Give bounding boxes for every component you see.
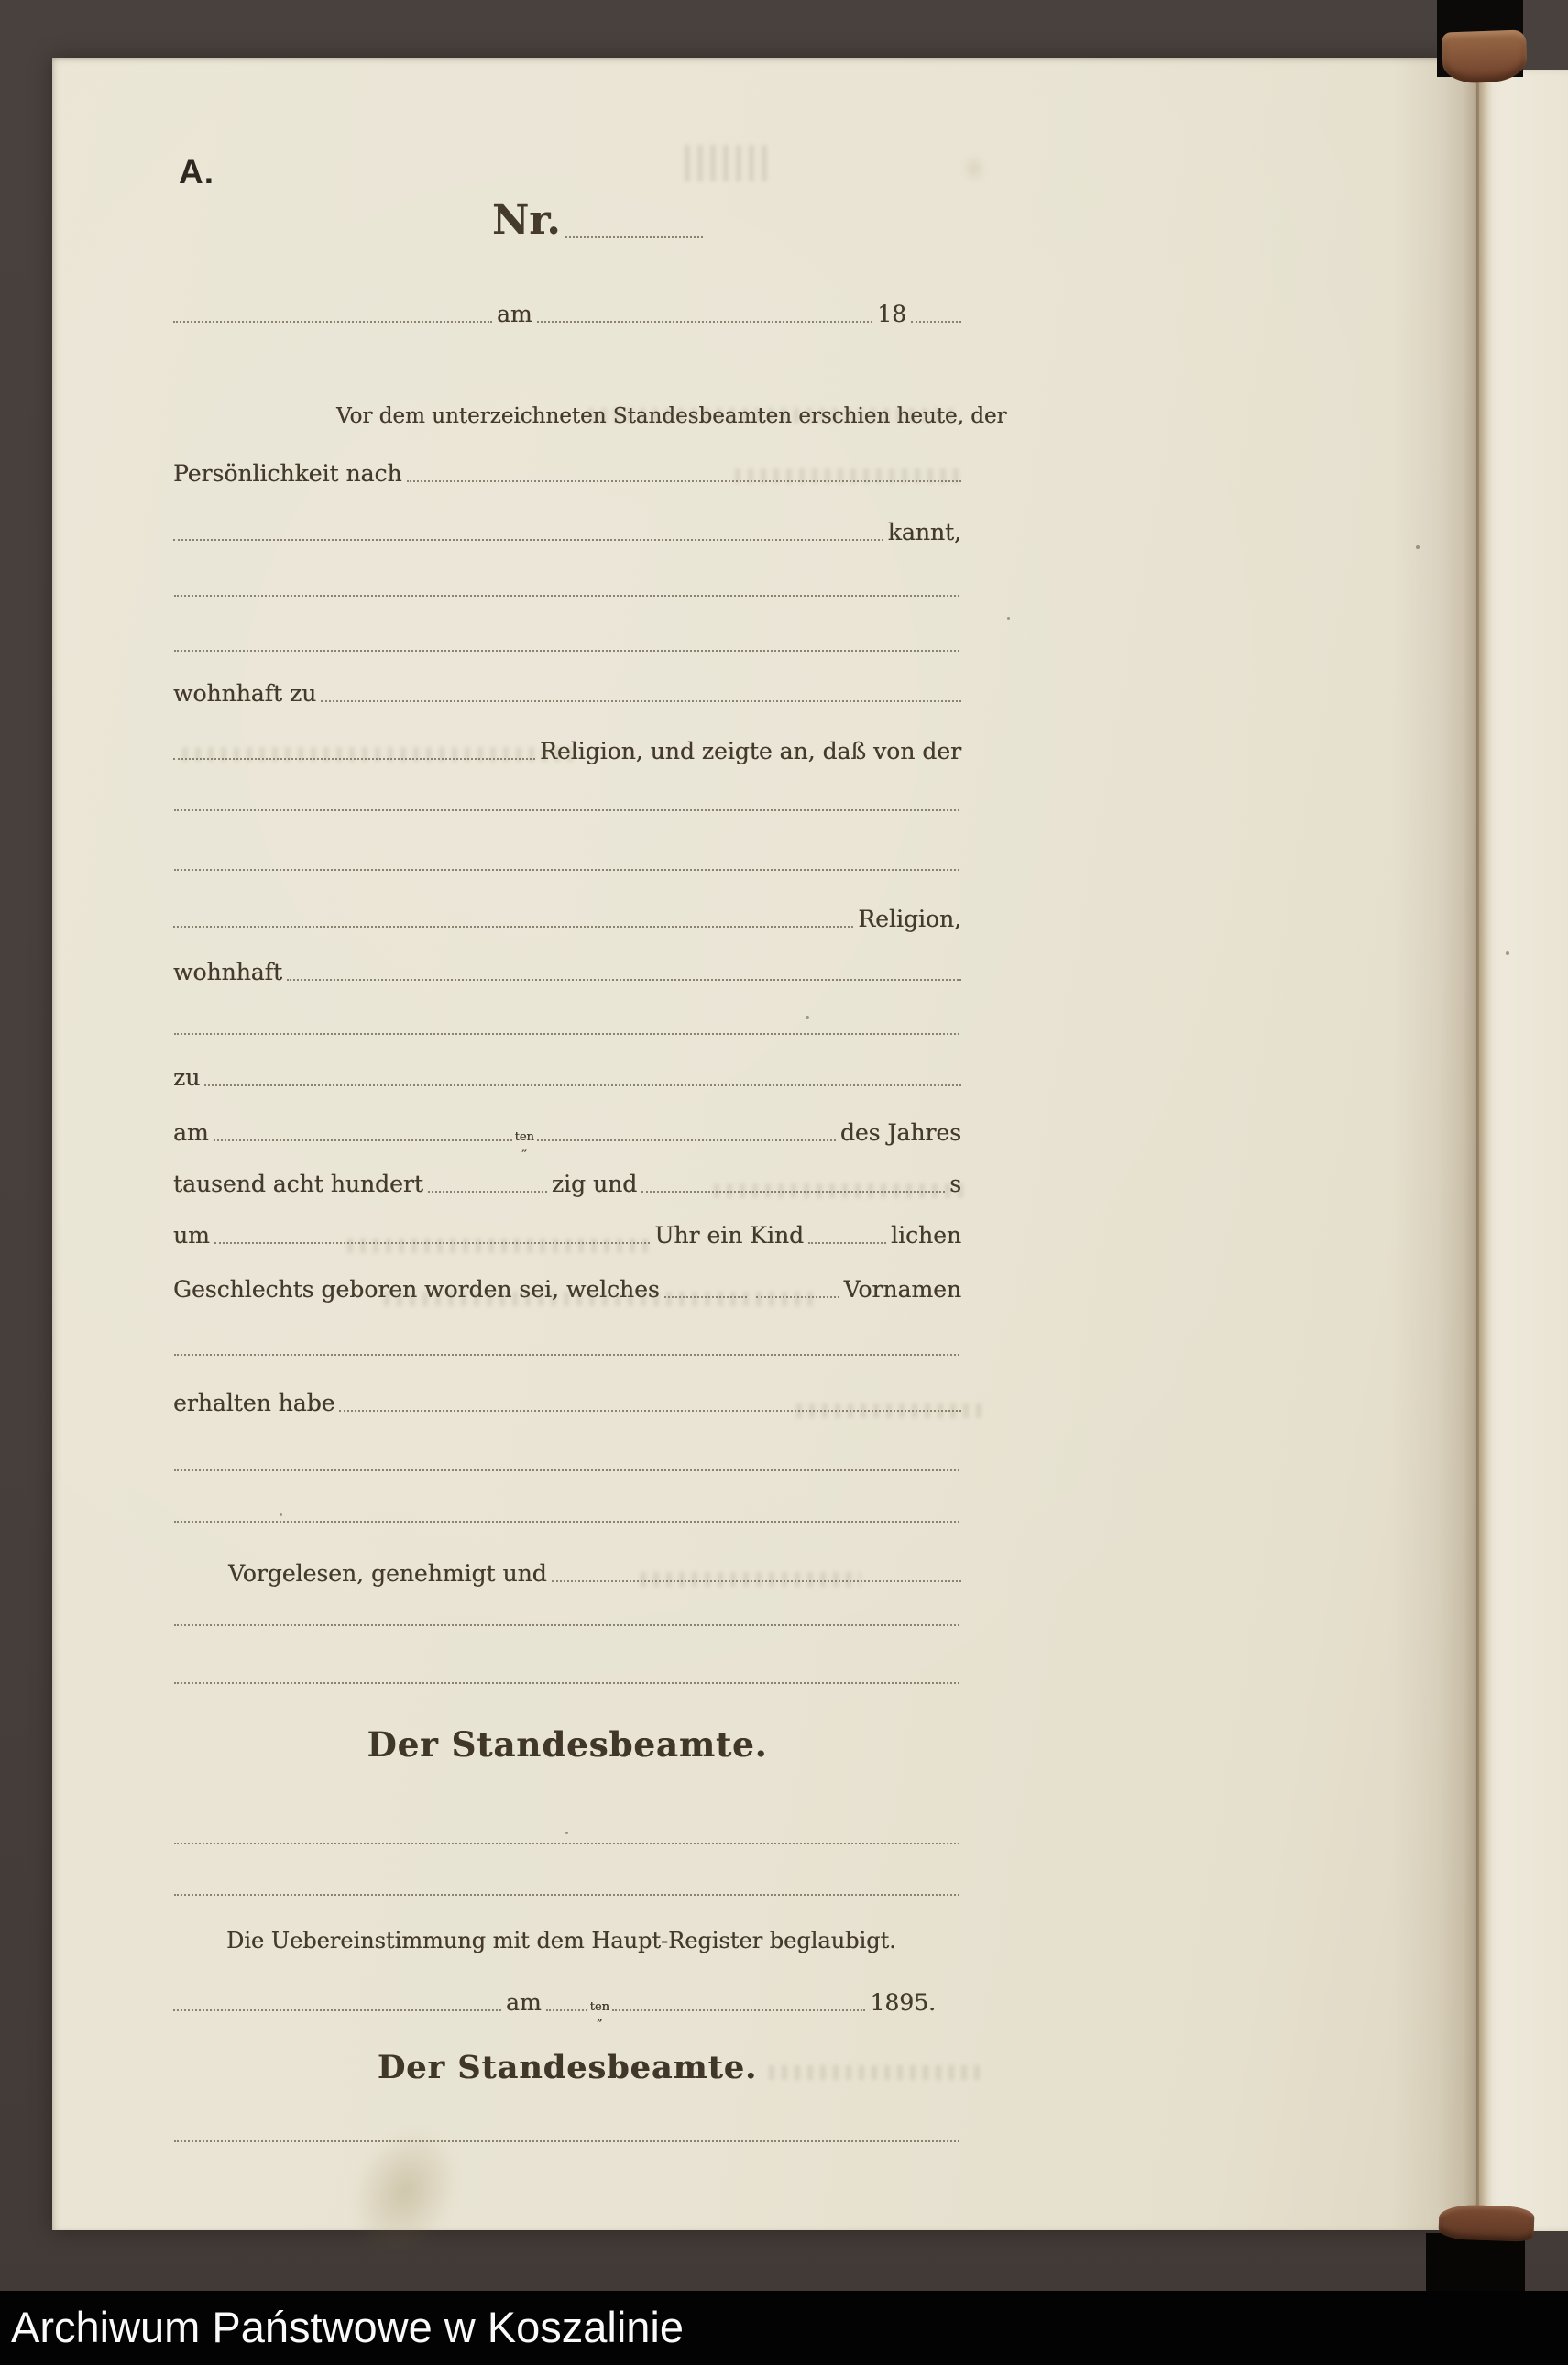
- form-section-letter: A.: [179, 153, 214, 191]
- religion-suffix: Religion, und zeigte an, daß von der: [540, 738, 961, 764]
- blank-field: [565, 236, 703, 238]
- blank-field: [612, 2009, 866, 2011]
- ten-superscript: ten: [514, 1129, 534, 1144]
- form-page: [52, 58, 1476, 2230]
- certification-text: Die Uebereinstimmung mit dem Haupt-Register beglaubigt.: [226, 1928, 896, 1953]
- blank-field: [173, 539, 883, 541]
- zu-line: [173, 1056, 961, 1089]
- bleedthrough-mark: [588, 408, 955, 423]
- um-label: um: [173, 1222, 210, 1248]
- blank-line: [174, 650, 959, 652]
- paper-speck: [1007, 617, 1010, 620]
- adjacent-page-edge: [1476, 70, 1568, 2231]
- blank-line: [174, 1521, 959, 1523]
- intro-text: Vor dem unterzeichneten Standesbeamten erschien heute, der: [336, 404, 1007, 428]
- blank-line: [174, 1033, 959, 1035]
- des-jahres-label: des Jahres: [839, 1119, 962, 1146]
- am-label: am: [506, 1989, 542, 2016]
- blank-field: [204, 1084, 961, 1086]
- vorgelesen-label: Vorgelesen, genehmigt und: [228, 1560, 547, 1587]
- blank-field: [546, 2009, 587, 2011]
- blank-field: [173, 926, 853, 928]
- kannt-suffix: kannt,: [887, 519, 961, 545]
- identity-label: Persönlichkeit nach: [173, 460, 402, 487]
- ordinal-mark: [589, 1999, 609, 2024]
- bleedthrough-mark: [735, 468, 959, 483]
- place-date-line: [173, 292, 961, 325]
- tausend-label: tausend acht hundert: [173, 1171, 423, 1197]
- book-spine-bottom: [1426, 2233, 1525, 2294]
- blank-field: [537, 321, 873, 323]
- residence-line: [173, 672, 961, 705]
- residence-label: wohnhaft zu: [173, 680, 317, 707]
- kannt-line: [173, 511, 961, 544]
- birth-date-line: [173, 1111, 962, 1154]
- registrar-heading: Der Standesbeamte.: [367, 1724, 768, 1765]
- archive-caption-text: Archiwum Państwowe w Koszalinie: [11, 2303, 685, 2351]
- s-suffix: s: [949, 1171, 961, 1197]
- blank-line: [174, 1624, 959, 1626]
- repeat-quote: „: [521, 1139, 528, 1154]
- bleedthrough-mark: [641, 1572, 861, 1587]
- paper-speck: [1506, 952, 1509, 955]
- ten-superscript: ten: [589, 1999, 609, 2014]
- paper-speck: [806, 1016, 809, 1019]
- ordinal-mark: [514, 1129, 534, 1154]
- bleedthrough-mark: [182, 747, 576, 762]
- record-number-line: [492, 197, 767, 244]
- bleedthrough-mark: [769, 2065, 980, 2080]
- geschlechts-label: Geschlechts geboren worden sei, welches: [173, 1276, 660, 1303]
- uhr-ein-kind-label: Uhr ein Kind: [654, 1222, 804, 1248]
- blank-line: [174, 869, 959, 871]
- bleedthrough-mark: [796, 1403, 989, 1418]
- nr-label: Nr.: [492, 197, 561, 244]
- paper-stain: [964, 157, 984, 181]
- blank-line: [174, 1682, 959, 1684]
- certification-date-line: [173, 1981, 936, 2024]
- year-prefix: 18: [877, 301, 906, 327]
- blank-line: [174, 1894, 959, 1896]
- blank-field: [173, 2009, 501, 2011]
- religion2-line: [173, 897, 961, 930]
- certification-year: 1895.: [870, 1989, 936, 2016]
- blank-field: [173, 321, 492, 323]
- vornamen-label: Vornamen: [843, 1276, 961, 1303]
- bleedthrough-mark: [347, 1238, 650, 1253]
- am-label: am: [173, 1119, 209, 1146]
- am-label: am: [497, 301, 532, 327]
- zu-label: zu: [173, 1064, 201, 1091]
- blank-field: [808, 1242, 886, 1244]
- blank-line: [174, 809, 959, 811]
- blank-field: [287, 979, 961, 981]
- blank-line: [174, 1842, 959, 1844]
- paper-speck: [280, 1513, 282, 1516]
- lichen-suffix: lichen: [891, 1222, 961, 1248]
- blank-field: [911, 321, 961, 323]
- page-fold-shadow: [1392, 58, 1476, 2230]
- blank-field: [428, 1191, 547, 1193]
- blank-line: [174, 1354, 959, 1356]
- blank-line: [174, 595, 959, 597]
- zig-und-label: zig und: [551, 1171, 638, 1197]
- leather-binding-bottom: [1438, 2204, 1534, 2242]
- bleedthrough-mark: [384, 1292, 815, 1306]
- residence2-line: [173, 951, 961, 984]
- blank-line: [174, 2140, 959, 2142]
- repeat-quote: „: [596, 2009, 603, 2024]
- registrar-heading-2: Der Standesbeamte.: [377, 2049, 758, 2086]
- blank-line: [174, 1469, 959, 1471]
- religion2-suffix: Religion,: [858, 906, 961, 932]
- paper-speck: [565, 1832, 568, 1834]
- residence2-label: wohnhaft: [173, 959, 282, 985]
- bleedthrough-mark: [714, 1183, 970, 1198]
- paper-stain: [332, 2110, 479, 2273]
- bleedthrough-mark: [685, 145, 767, 182]
- blank-field: [321, 700, 961, 702]
- blank-field: [537, 1139, 836, 1141]
- erhalten-habe-label: erhalten habe: [173, 1390, 335, 1416]
- blank-field: [214, 1139, 512, 1141]
- archive-caption-bar: [0, 2291, 1568, 2365]
